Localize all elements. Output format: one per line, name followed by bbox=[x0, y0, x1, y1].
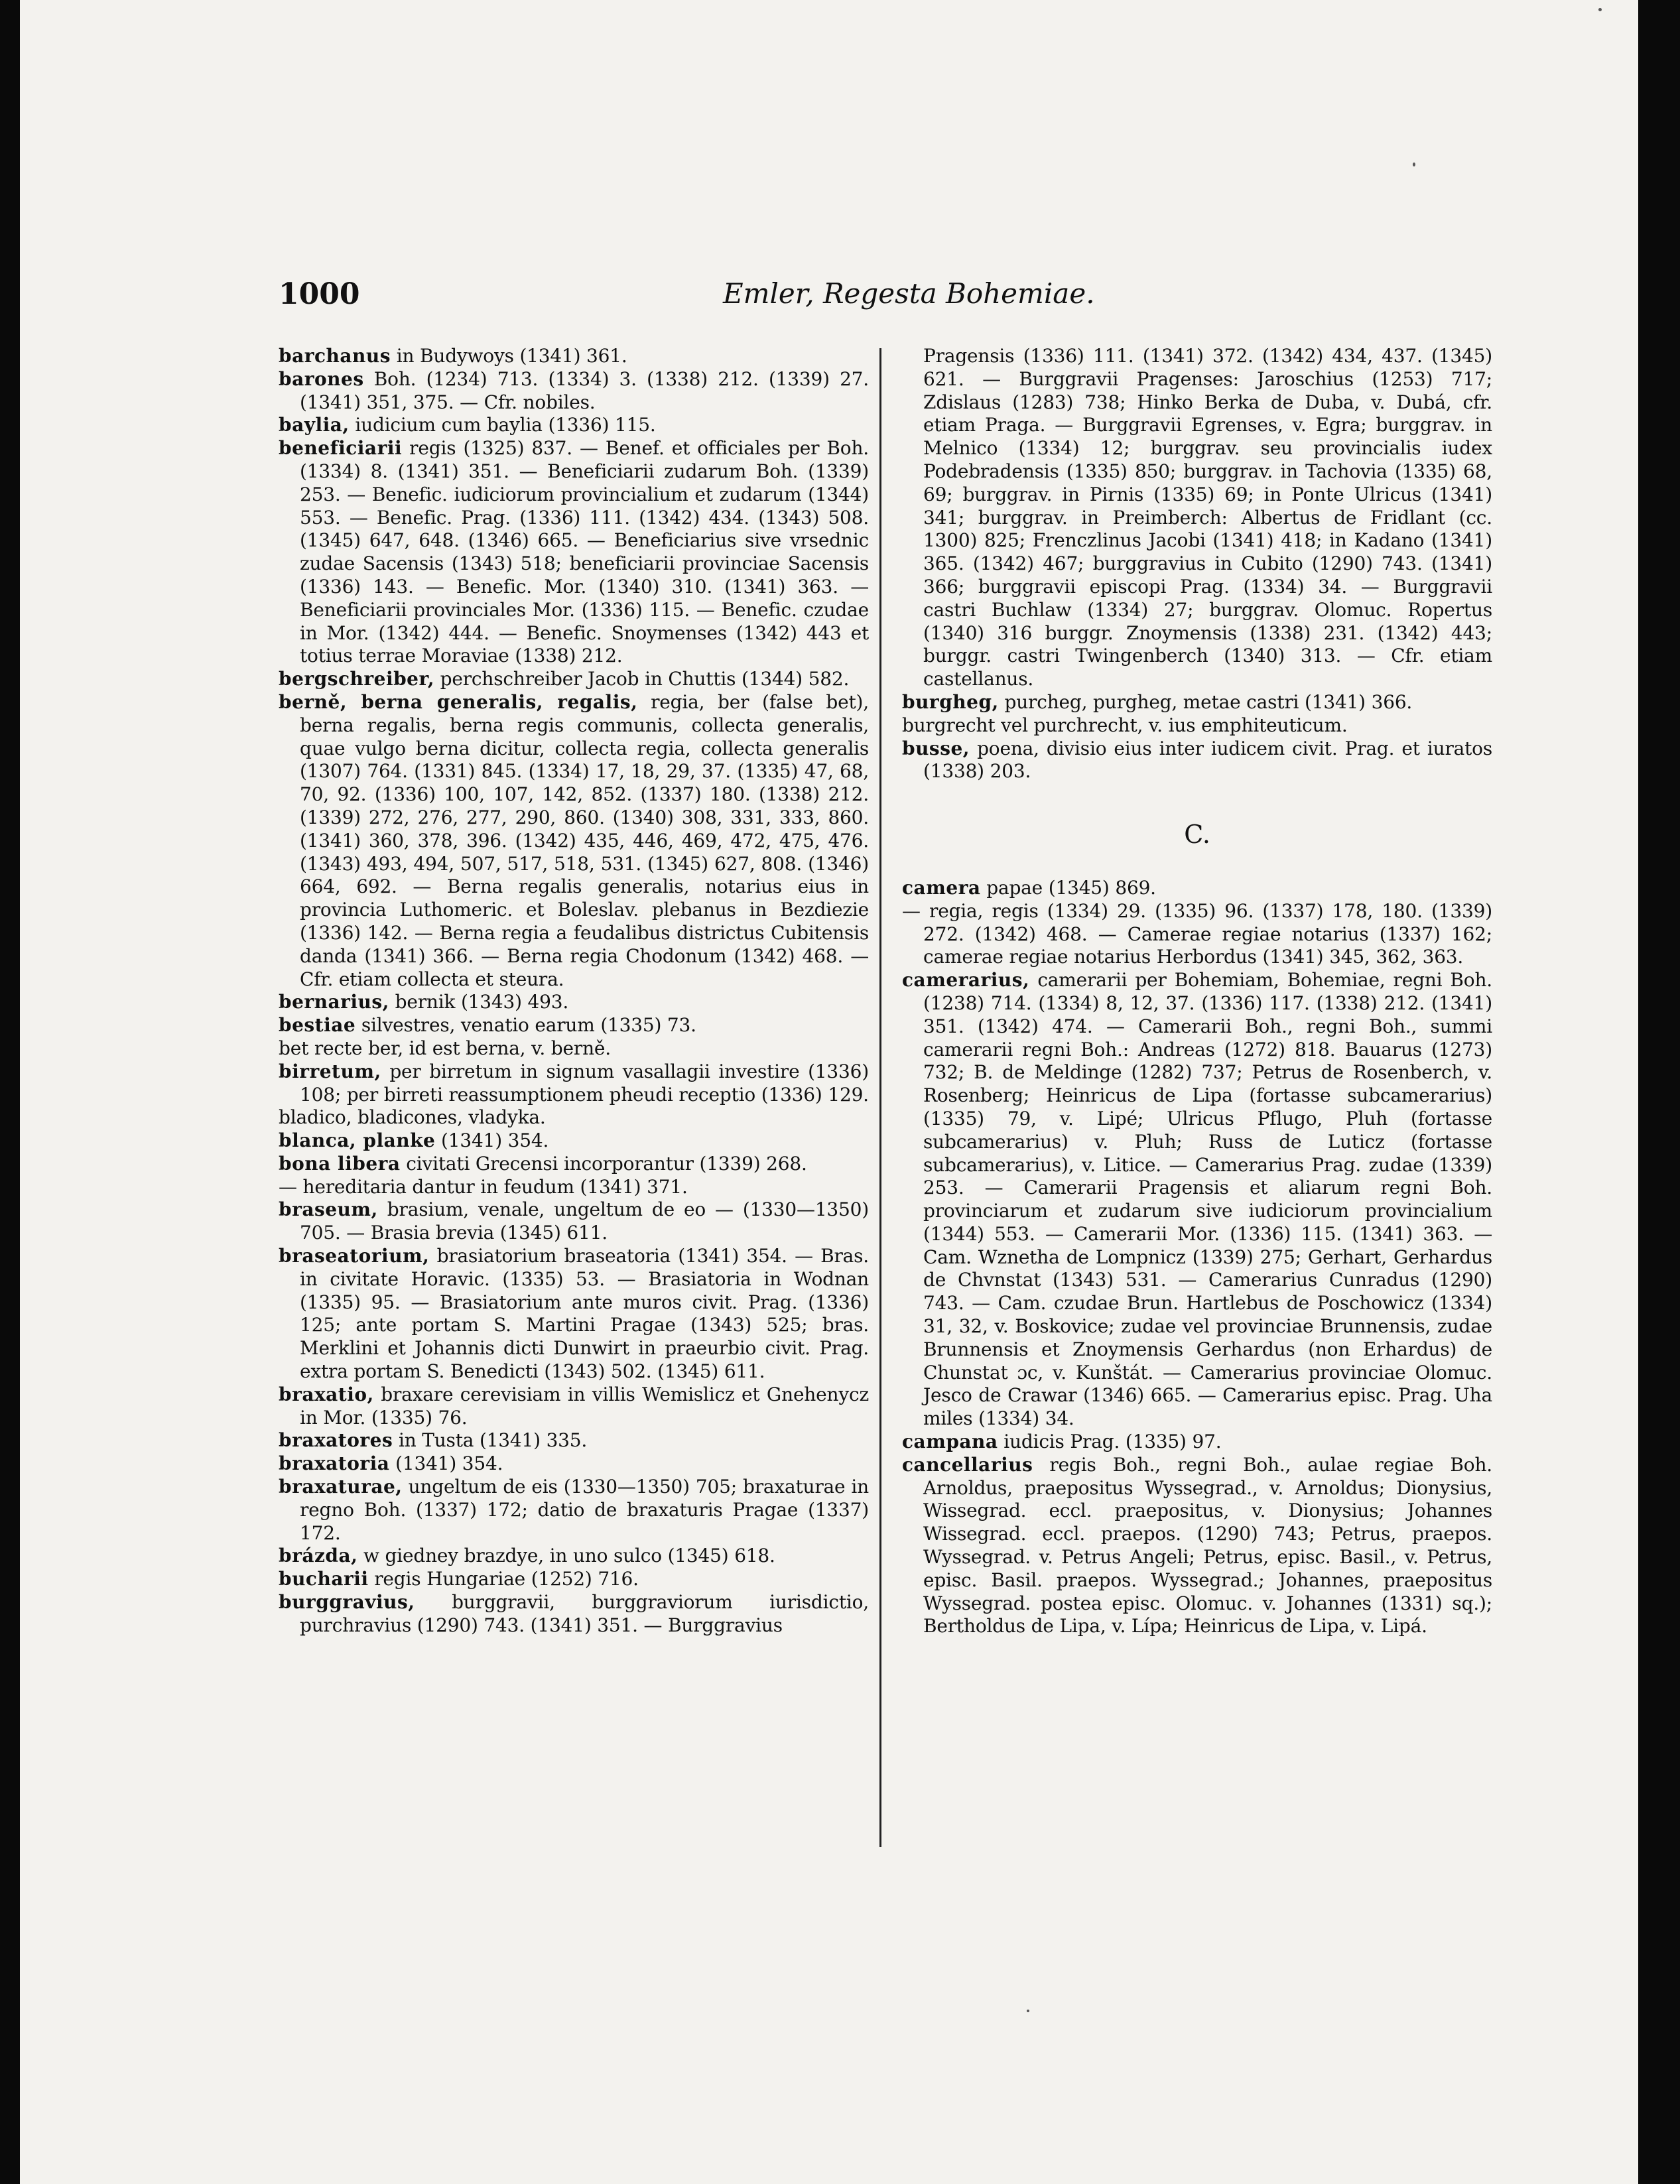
index-entry bbox=[279, 437, 869, 668]
right-column bbox=[902, 345, 1492, 1638]
entry-headword: camera bbox=[902, 876, 981, 899]
entry-text: braxare cerevisiam in villis Wemislicz et Gnehenycz in Mor. (1335) 76. bbox=[300, 1383, 869, 1429]
entry-headword: braseum, bbox=[279, 1198, 378, 1221]
scan-speck bbox=[1027, 2010, 1029, 2012]
index-entry bbox=[279, 1591, 869, 1638]
entry-text: ungeltum de eis (1330—1350) 705; braxaturae in regno Boh. (1337) 172; datio de braxaturis Pragae (1337) 172. bbox=[300, 1476, 869, 1544]
index-entry bbox=[279, 1545, 869, 1568]
entry-text: (1341) 354. bbox=[389, 1452, 503, 1475]
entry-text: perchschreiber Jacob in Chuttis (1344) 582. bbox=[434, 668, 850, 690]
entry-text: regis Hungariae (1252) 716. bbox=[368, 1568, 639, 1590]
entry-headword: brázda, bbox=[279, 1545, 358, 1567]
scanned-page bbox=[20, 0, 1638, 2184]
entry-headword: braxatio, bbox=[279, 1383, 374, 1405]
index-entry bbox=[279, 1198, 869, 1245]
entry-headword: bernarius, bbox=[279, 991, 389, 1013]
entry-headword: burgheg, bbox=[902, 690, 999, 713]
index-entry bbox=[902, 738, 1492, 784]
page-number: 1000 bbox=[279, 277, 360, 311]
left-column bbox=[279, 345, 869, 1638]
index-entry bbox=[279, 1568, 869, 1591]
index-entry bbox=[902, 714, 1492, 738]
entry-text: bernik (1343) 493. bbox=[389, 991, 569, 1013]
entry-headword: barchanus bbox=[279, 345, 391, 367]
index-entry bbox=[902, 691, 1492, 714]
continuation-text: Pragensis (1336) 111. (1341) 372. (1342) 434, 437. (1345) 621. — Burggravii Pragenses: Jaroschius (1253) 717; Zdislaus (1283) 738; Hinko Berka de Duba, v. Dubá, cfr. etiam Praga. — Burggravii Egrenses, v. Egra; burggrav. in Melnico (1334) 12; burggrav. seu provincialis iudex Podebradensis (1335) 850; burggrav. in Tachovia (1335) 68, 69; burggrav. in Pirnis (1335) 69; in Ponte Ulricus (1341) 341; burggrav. in Preimberch: Albertus de Fridlant (cc. 1300) 825; Frenczlinus Jacobi (1341) 418; in Kadano (1341) 365. (1342) 467; burggravius in Cubito (1290) 743. (1341) 366; burggravii episcopi Prag. (1334) 34. — Burggravii castri Buchlaw (1334) 27; burggrav. Olomuc. Ropertus (1340) 316 burggr. Znoymensis (1338) 231. (1342) 443; burggr. castri Twingenberch (1340) 313. — Cfr. etiam castellanus. bbox=[923, 345, 1492, 690]
entry-text: regis Boh., regni Boh., aulae regiae Boh. Arnoldus, praepositus Wyssegrad., v. Arnoldus; Dionysius, Wissegrad. eccl. praepositus, v. Dionysius; Johannes Wissegrad. eccl. praepos. (1290) 743; Petrus, praepos. Wyssegrad. v. Petrus Angeli; Petrus, episc. Basil., v. Petrus, episc. Basil. praepos. Wyssegrad.; Johannes, praepositus Wyssegrad. postea episc. Olomuc. v. Johannes (1331) sq.); Bertholdus de Lipa, v. Lípa; Heinricus de Lipa, v. Lipá. bbox=[923, 1453, 1492, 1638]
entry-text: — hereditaria dantur in feudum (1341) 371. bbox=[279, 1175, 688, 1198]
entry-headword: berně, berna generalis, regalis, bbox=[279, 690, 638, 713]
index-entry bbox=[279, 1245, 869, 1383]
entry-text: bladico, bladicones, vladyka. bbox=[279, 1106, 546, 1129]
entry-headword: cancellarius bbox=[902, 1453, 1033, 1476]
entry-headword: braxatoria bbox=[279, 1452, 390, 1475]
entry-headword: birretum, bbox=[279, 1060, 381, 1082]
entry-headword: bona libera bbox=[279, 1152, 401, 1175]
index-entry bbox=[279, 991, 869, 1014]
index-entry bbox=[279, 1129, 869, 1153]
entry-text: camerarii per Bohemiam, Bohemiae, regni Boh. (1238) 714. (1334) 8, 12, 37. (1336) 117. (1338) 212. (1341) 351. (1342) 474. — Camerarii Boh., regni Boh., summi camerarii regni Boh.: Andreas (1272) 818. Bauarus (1273) 732; B. de Meldinge (1282) 737; Petrus de Rosenberch, v. Rosenberg; Heinricus de Lipa (fortasse subcamerarius) (1335) 79, v. Lipé; Ulricus Pflugo, Pluh (fortasse subcamerarius) v. Pluh; Russ de Luticz (fortasse subcamerarius), v. Litice. — Camerarius Prag. zudae (1339) 253. — Camerarii Pragensis et aliarum regni Boh. provinciarum et zudarum sive iudiciorum provincialium (1344) 553. — Camerarii Mor. (1336) 115. (1341) 363. — Cam. Wznetha de Lompnicz (1339) 275; Gerhart, Gerhardus de Chvnstat (1343) 531. — Camerarius Cunradus (1290) 743. — Cam. czudae Brun. Hartlebus de Poschowicz (1334) 31, 32, v. Boskovice; zudae vel provinciae Brunnensis, zudae Brunnensis et Znoymensis Gerhardus (non Erhardus) de Chunstat ɔc, v. Kunštát. — Camerarius provinciae Olomuc. Jesco de Crawar (1346) 665. — Camerarius episc. Prag. Uha miles (1334) 34. bbox=[923, 969, 1492, 1430]
section-letter: C. bbox=[1184, 820, 1210, 850]
index-entry bbox=[902, 1454, 1492, 1638]
entry-text: bet recte ber, id est berna, v. berně. bbox=[279, 1037, 611, 1059]
entry-headword: baylia, bbox=[279, 414, 350, 436]
entry-text: civitati Grecensi incorporantur (1339) 268. bbox=[400, 1152, 807, 1175]
index-entry bbox=[279, 1429, 869, 1452]
entry-text: burggravii, burggraviorum iurisdictio, purchravius (1290) 743. (1341) 351. — Burggravius bbox=[300, 1591, 869, 1636]
entry-text: silvestres, venatio earum (1335) 73. bbox=[355, 1014, 696, 1037]
entry-text: w giedney brazdye, in uno sulco (1345) 618. bbox=[357, 1545, 775, 1567]
index-entry bbox=[902, 877, 1492, 900]
entry-text: (1341) 354. bbox=[435, 1129, 549, 1152]
index-entry bbox=[279, 1037, 869, 1060]
page-header bbox=[279, 277, 1506, 317]
entries-c bbox=[902, 877, 1492, 1638]
index-entry bbox=[279, 1452, 869, 1476]
index-entry bbox=[279, 691, 869, 991]
entry-headword: burggravius, bbox=[279, 1591, 415, 1614]
entry-headword: bergschreiber, bbox=[279, 668, 434, 690]
entry-text: iudicis Prag. (1335) 97. bbox=[998, 1431, 1222, 1453]
entry-text: poena, divisio eius inter iudicem civit. Prag. et iuratos (1338) 203. bbox=[923, 737, 1492, 783]
index-entry bbox=[279, 1060, 869, 1107]
entry-text: in Budywoys (1341) 361. bbox=[391, 345, 627, 367]
index-entry bbox=[279, 1176, 869, 1199]
entry-headword: blanca, planke bbox=[279, 1129, 436, 1152]
entry-text: per birretum in signum vasallagii investire (1336) 108; per birreti reassumptionem pheudi receptio (1336) 129. bbox=[300, 1060, 869, 1106]
index-entry bbox=[279, 414, 869, 437]
entry-headword: braxatores bbox=[279, 1429, 393, 1452]
entry-headword: busse, bbox=[902, 737, 970, 759]
entry-headword: barones bbox=[279, 367, 364, 390]
entry-headword: braseatorium, bbox=[279, 1245, 430, 1267]
index-entry bbox=[902, 969, 1492, 1431]
entry-text: iudicium cum baylia (1336) 115. bbox=[349, 414, 656, 436]
index-entry bbox=[279, 1476, 869, 1545]
index-entry bbox=[902, 1431, 1492, 1454]
column-rule bbox=[879, 348, 881, 1847]
index-entry bbox=[279, 1014, 869, 1037]
index-entry bbox=[279, 668, 869, 691]
entry-text: in Tusta (1341) 335. bbox=[393, 1429, 588, 1452]
entry-text: brasium, venale, ungeltum de eo — (1330—1350) 705. — Brasia brevia (1345) 611. bbox=[300, 1198, 869, 1244]
entry-text: burgrecht vel purchrecht, v. ius emphiteuticum. bbox=[902, 714, 1348, 736]
index-entry bbox=[902, 900, 1492, 969]
entry-text: — regia, regis (1334) 29. (1335) 96. (1337) 178, 180. (1339) 272. (1342) 468. — Camerae regiae notarius (1337) 162; camerae regiae notarius Herbordus (1341) 345, 362, 363. bbox=[902, 899, 1492, 968]
entry-headword: campana bbox=[902, 1431, 998, 1453]
entry-headword: bestiae bbox=[279, 1014, 356, 1037]
entry-text: papae (1345) 869. bbox=[980, 876, 1156, 899]
entry-text: Boh. (1234) 713. (1334) 3. (1338) 212. (1339) 27. (1341) 351, 375. — Cfr. nobiles. bbox=[300, 367, 869, 413]
entry-text: regia, ber (false bet), berna regalis, berna regis communis, collecta generalis, quae vulgo berna dicitur, collecta regia, collecta generalis (1307) 764. (1331) 845. (1334) 17, 18, 29, 37. (1335) 47, 68, 70, 92. (1336) 100, 107, 142, 852. (1337) 180. (1338) 212. (1339) 272, 276, 277, 290, 860. (1340) 308, 331, 333, 860. (1341) 360, 378, 396. (1342) 435, 446, 469, 472, 475, 476. (1343) 493, 494, 507, 517, 518, 531. (1345) 627, 808. (1346) 664, 692. — Berna regalis generalis, notarius eius in provincia Luthomeric. et Boleslav. plebanus in Bezdiezie (1336) 142. — Berna regia a feudalibus districtus Cubitensis danda (1341) 366. — Berna regia Chodonum (1342) 468. — Cfr. etiam collecta et steura. bbox=[300, 690, 869, 990]
entry-text: brasiatorium braseatoria (1341) 354. — Bras. in civitate Horavic. (1335) 53. — Brasiatoria in Wodnan (1335) 95. — Brasiatorium ante muros civit. Prag. (1336) 125; ante portam S. Martini Pragae (1343) 525; bras. Merklini et Johannis dicti Dunwirt in praeurbio civit. Prag. extra portam S. Benedicti (1343) 502. (1345) 611. bbox=[300, 1245, 869, 1383]
entries-b bbox=[902, 691, 1492, 783]
entry-headword: beneficiarii bbox=[279, 437, 403, 460]
scan-speck bbox=[1413, 162, 1415, 166]
entry-headword: camerarius, bbox=[902, 969, 1030, 992]
entry-headword: bucharii bbox=[279, 1568, 369, 1590]
index-entry bbox=[279, 345, 869, 368]
index-entry bbox=[279, 1383, 869, 1430]
entry-text: regis (1325) 837. — Benef. et officiales per Boh. (1334) 8. (1341) 351. — Beneficiarii zudarum Boh. (1339) 253. — Benefic. iudiciorum provincialium et zudarum (1344) 553. — Benefic. Prag. (1336) 111. (1342) 434. (1343) 508. (1345) 647, 648. (1346) 665. — Beneficiarius sive vrsednic zudae Sacensis (1343) 518; beneficiarii provinciae Sacensis (1336) 143. — Benefic. Mor. (1340) 310. (1341) 363. — Beneficiarii provinciales Mor. (1336) 115. — Benefic. czudae in Mor. (1342) 444. — Benefic. Snoymenses (1342) 443 et totius terrae Moraviae (1338) 212. bbox=[300, 437, 869, 667]
index-entry bbox=[279, 1153, 869, 1176]
index-entry bbox=[279, 368, 869, 415]
entry-text: purcheg, purgheg, metae castri (1341) 366. bbox=[998, 690, 1413, 713]
scan-speck bbox=[1598, 8, 1602, 11]
entry-headword: braxaturae, bbox=[279, 1476, 403, 1498]
running-title: Emler, Regesta Bohemiae. bbox=[723, 277, 1095, 310]
index-entry bbox=[279, 1106, 869, 1129]
